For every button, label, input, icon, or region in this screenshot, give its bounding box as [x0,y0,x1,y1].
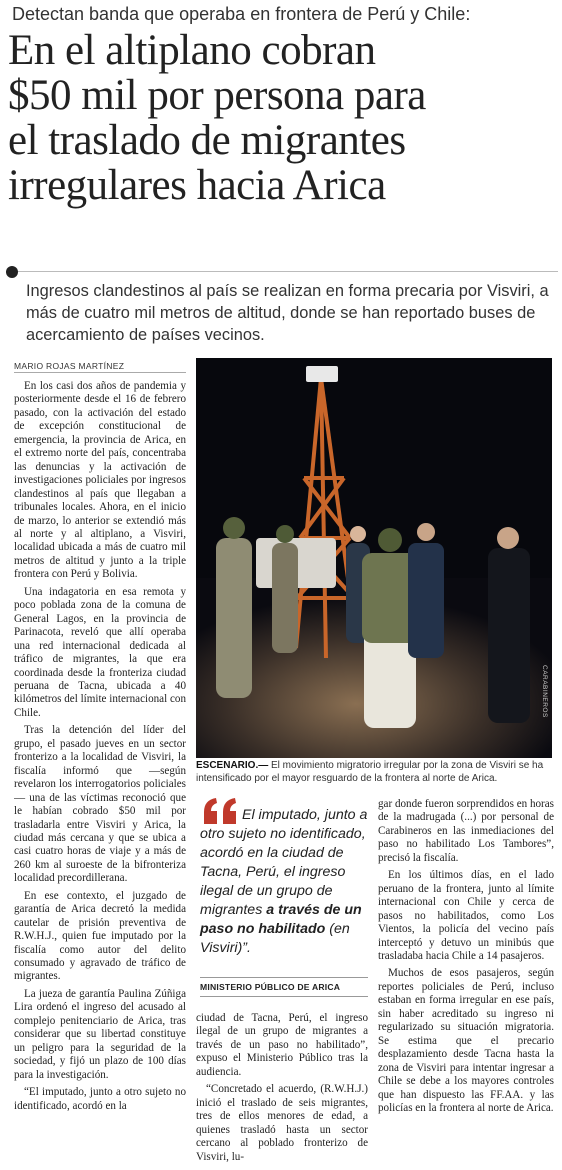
paragraph: En los últimos días, en el lado peruano de la frontera, junto al límite internacional con Chile y cerca de pasos no habilitados, como Los Vientos, la policía del vecino país interceptó y detuvo un minibús que trasladaba hacia Chile a 14 pasajeros. [378,869,554,962]
article-headline [8,28,556,208]
body-column-4 [378,798,554,1170]
headline-line: $50 mil por persona para [8,72,426,119]
photo-illustration [196,358,552,758]
pull-quote-divider [200,996,368,997]
byline: MARIO ROJAS MARTÍNEZ [14,361,125,371]
paragraph: “El imputado, junto a otro sujeto no identificado, acordó en la [14,1086,186,1112]
pull-quote [200,806,368,958]
pull-quote-emphasis: a través de un paso no habilitado [200,902,362,937]
paragraph: gar donde fueron sorprendidos en horas de la madrugada (...) por personal de Carabineros en las inmediaciones del paso no habilitado Los Tambores”, precisó la fiscalía. [378,798,554,864]
caption-text: El movimiento migratorio irregular por la zona de Visviri se ha intensificado por el mayor resguardo de la frontera al norte de Arica. [196,760,544,784]
photo-caption [196,760,554,785]
news-photo [196,358,552,758]
paragraph: En los casi dos años de pandemia y posteriormente desde el 16 de febrero pasado, con la activación del estado de excepción constitucional de emergencia, la provincia de Arica, en el extremo norte del país, concentraba las denuncias y la activación de investigaciones policiales por ingresos clandestinos al país que llegaban a tribunales locales. Ahora, en el inicio de marzo, lo anterior se extendió más al norte y al altiplano, a Visviri, localidad ubicada a más de cuatro mil metros de altitud y junto a la triple frontera con Perú y Bolivia. [14,380,186,581]
paragraph: “Concretado el acuerdo, (R.W.H.J.) inició el traslado de seis migrantes, tres de ellos menores de edad, a quienes trasladó hasta un sector cercano al poblado fronterizo de Visviri, lu- [196,1083,368,1163]
byline-divider [14,372,186,373]
paragraph: Una indagatoria en esa remota y poco poblada zona de la comuna de General Lagos, en la provincia de Parinacota, reveló que allí operaba una red internacional dedicada al tráfico de migrantes, la que era coordinada desde la fronteriza ciudad peruana de Tacna, ubicada a 40 kilómetros del límite internacional con Chile. [14,585,186,719]
deck-divider [18,271,558,272]
paragraph: En ese contexto, el juzgado de garantía de Arica decretó la medida cautelar de prisión preventiva de R.W.H.J., quien fue imputado por la fiscalía como autor del delito consumado y agravado de tráfico de migrantes. [14,889,186,983]
deck-bullet [6,266,18,278]
paragraph: Muchos de esos pasajeros, según reportes policiales de Perú, incluso estaban en forma irregular en ese país, sin haber acreditado su ingreso ni regularizado su situación migratoria. Se estima que el precario desplazamiento desde Tacna hasta la zona de Visviri para intentar ingresar a Chile se debe a los mayores controles que han dispuesto las FF.AA. y las policías en la frontera al norte de Arica. [378,967,554,1114]
paragraph: La jueza de garantía Paulina Zúñiga Lira ordenó el ingreso del acusado al complejo penitenciario de Arica, tras considerar que su libertad constituye un peligro para la seguridad de la sociedad, y fijó un plazo de 100 días para la investigación. [14,987,186,1081]
caption-label: ESCENARIO.— [196,760,269,771]
headline-line: irregulares hacia Arica [8,162,386,209]
headline-line: En el altiplano cobran [8,27,376,74]
pull-quote-divider [200,977,368,978]
pull-quote-tail: (en Visviri)”. [200,921,350,956]
pull-quote-source: MINISTERIO PÚBLICO DE ARICA [200,982,341,992]
headline-line: el traslado de migrantes [8,117,406,164]
paragraph: ciudad de Tacna, Perú, el ingreso ilegal de un grupo de migrantes a través de un paso no habilitado”, expuso el Ministerio Público tras la audiencia. [196,1012,368,1078]
photo-credit: CARABINEROS [541,665,548,718]
body-column-1 [14,380,186,1170]
article-kicker: Detectan banda que operaba en frontera de Perú y Chile: [12,4,471,24]
article-deck: Ingresos clandestinos al país se realizan en forma precaria por Visviri, a más de cuatro mil metros de altitud, donde se han reportado buses de acercamiento de países vecinos. [26,282,549,344]
body-column-3 [196,1012,368,1170]
paragraph: Tras la detención del líder del grupo, el pasado jueves en un sector fronterizo a la localidad de Visviri, la fiscalía informó que —según revelaron los interrogatorios policiales— una de las víctimas reconoció que le habían cobrado $50 mil por trasladarla entre Visviri y Arica, la ciudad más cercana y que se ubica a casi cuatro horas de viaje y a más de 260 km al suroeste de la bifronteriza localidad precordillerana. [14,724,186,885]
pull-quote-text: El imputado, junto a otro sujeto no identificado, acordó en la ciudad de Tacna, Perú, el ingreso ilegal de un grupo de migrantes [200,807,368,918]
